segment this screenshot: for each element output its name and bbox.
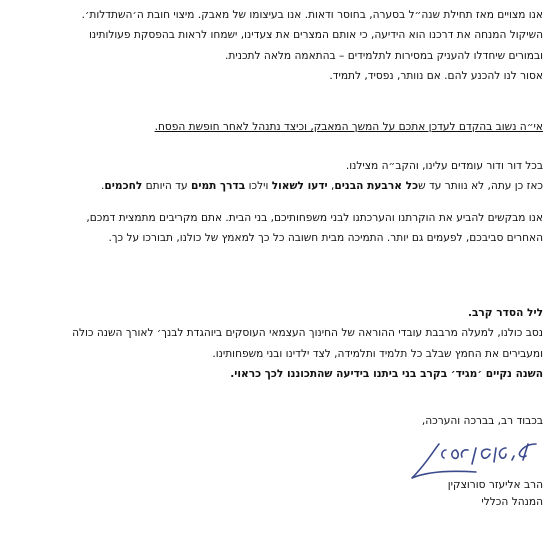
wholesome-path-phrase: בדרך תמים [190, 180, 246, 193]
closing-text: בכבוד רב, בברכה והערכה, [421, 415, 543, 427]
intro-line-4: אסור לנו להכנע להם. אם נוותר, נפסיד, לתמיד. [329, 70, 543, 83]
generations-text-2: , [327, 180, 335, 193]
four-sons-phrase: כל ארבעת הבנים [334, 180, 419, 193]
intro-line-1: אנו מצויים מאז תחילת שנה״ל בסערה, בחוסר ודאות. אנו בעיצומו של מאבק. מיצוי חובת ה׳השתדלות׳. [81, 9, 543, 21]
seder-title: ליל הסדר קרב. [467, 307, 543, 319]
intro-paragraph [9, 5, 543, 87]
intro-line-3: ובמורים שיחדלו להעניק במסירות לתלמידים – בהתאמה מלאה לתכנית. [225, 49, 543, 62]
signatory-name: הרב אליעזר סורוצקין [447, 479, 543, 491]
generations-line-2 [9, 176, 543, 196]
generations-paragraph [9, 156, 543, 197]
update-notice [9, 117, 543, 137]
wise-phrase: לחכמים [104, 180, 143, 193]
generations-text-1: כאז כן עתה, לא נוותר עד ש [418, 180, 543, 193]
intro-line-2: השיקול המנחה את דרכנו הוא הידיעה, כי אותם המצרים את צעדינו, ישמחו לראות בהפסקת פעולותינו [89, 29, 543, 42]
families-line-2: האחרים סביבכם, לפעמים גם יותר. התמיכה מבית חשובה כל כך למאמץ של כולנו, תבורכו על כך. [108, 232, 543, 245]
generations-text-5: . [101, 180, 105, 193]
generations-line-1: בכל דור ודור עומדים עלינו, והקב״ה מצילנו. [345, 160, 543, 172]
generations-text-3: וילכו [245, 180, 272, 193]
signatory-block [243, 477, 543, 511]
update-notice-text: אי״ה נשוב בהקדם לעדכן אתכם על המשך המאבק, וכיצד נתנהל לאחר חופשת הפסח. [154, 121, 543, 133]
seder-line-1: נסב כולנו, למעלה מרבבת עובדי ההוראה של החינוך העצמאי העוסקים ביוהגדת לבנך׳ לאורך השנה כולה [72, 327, 543, 340]
seder-line-2: ומעבירים את החמץ שבלב כל תלמיד ותלמידה, לצד ילדינו ובני משפחותינו. [212, 347, 543, 360]
signatory-title: המנהל הכללי [481, 496, 543, 508]
closing-block [243, 411, 543, 431]
seder-section [9, 303, 543, 385]
know-to-ask-phrase: ידעו לשאול [271, 180, 328, 193]
seder-line-3: השנה נקיים ׳מגיד׳ בקרב בני ביתנו בידיעה שהתכוננו לכך כראוי. [230, 368, 543, 381]
families-paragraph [9, 208, 543, 249]
families-line-1: אנו מבקשים להביע את הוקרתנו והערכתנו לבני משפחותיכם, בני הבית. אתם מקריבים מתמצית דמכם, [86, 212, 543, 224]
generations-text-4: עד היותם [142, 180, 191, 193]
